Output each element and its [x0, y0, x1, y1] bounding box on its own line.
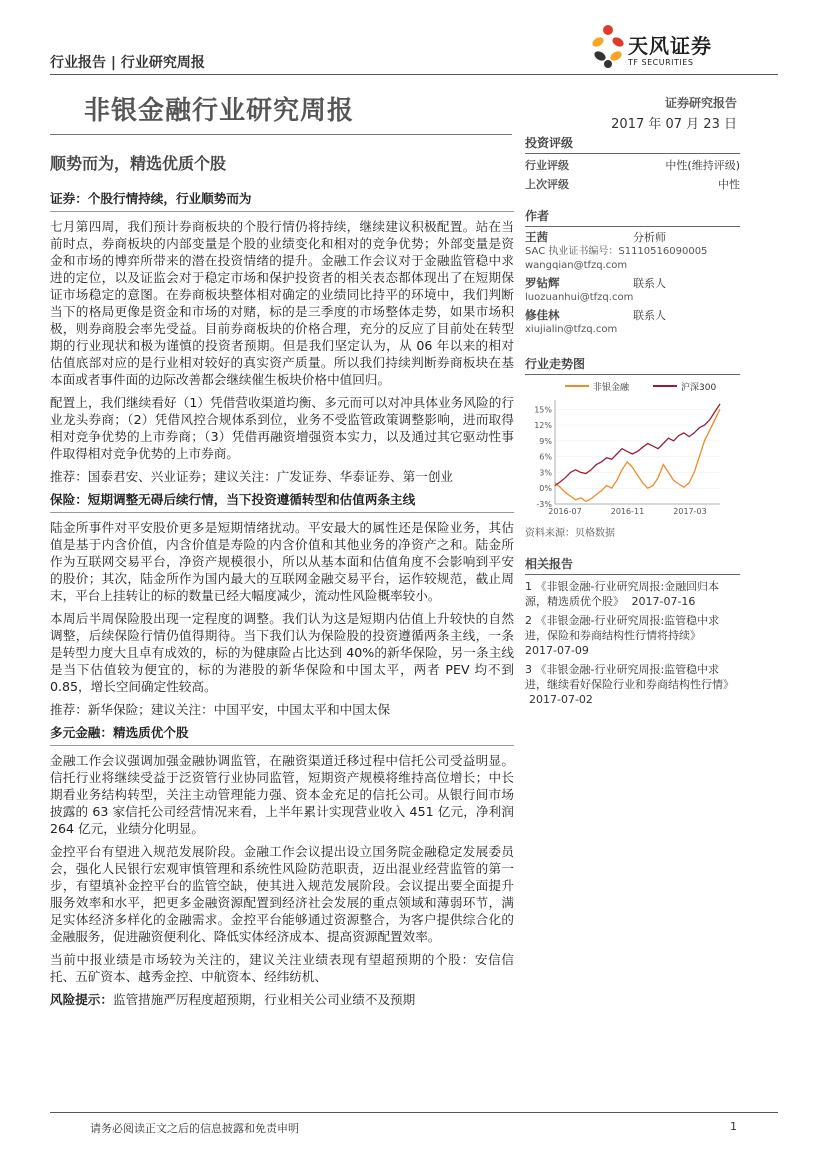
risk-label: 风险提示： — [50, 992, 113, 1007]
author-role: 分析师 — [633, 231, 666, 244]
breadcrumb: 行业报告 | 行业研究周报 — [50, 55, 205, 71]
section-heading-insurance: 保险：短期调整无碍后续行情，当下投资遵循转型和估值两条主线 — [50, 492, 416, 507]
footer-divider — [50, 1112, 778, 1113]
related-report-date: 2017-07-02 — [529, 693, 593, 706]
rating-key: 上次评级 — [525, 178, 569, 191]
paragraph: 配置上，我们继续看好（1）凭借营收渠道均衡、多元而可以对冲具体业务风险的行业龙头券商；（2）凭借风控合规体系到位，业务不受监管政策调整影响，进而取得相对竞争优势的上市券商；（3）凭借再融资增强资本实力，以及通过其它驱动性事件取得相对竞争优势的上市券商。 — [50, 395, 514, 461]
author-name: 修佳林 — [525, 308, 560, 322]
title-divider — [50, 134, 512, 135]
x-tick-label: 2016-11 — [610, 507, 645, 516]
section-divider — [50, 745, 514, 746]
related-report[interactable] — [525, 662, 740, 707]
related-report[interactable] — [525, 613, 740, 658]
paragraph: 本周后半周保险股出现一定程度的调整。我们认为这是短期内估值上升较快的自然调整，后续保险行情仍值得期待。当下我们认为保险股的投资遵循两条主线，一条是转型力度大且卓有成效的，标的为健康险占比达到 40%的新华保险，另一条主线是当下估值较为便宜的，标的为港股的新华保险和中国太平，两者 PEV 均不到 0.85，增长空间确定性较高。 — [50, 611, 514, 694]
logo-cn-text: 天风证券 — [628, 34, 712, 58]
page-title: 非银金融行业研究周报 — [84, 96, 355, 126]
related-heading: 相关报告 — [525, 555, 740, 575]
header-divider — [50, 74, 778, 75]
author-role: 联系人 — [633, 309, 666, 322]
authors-heading: 作者 — [525, 207, 740, 227]
author-email[interactable]: wangqian@tfzq.com — [525, 260, 628, 271]
related-report-title[interactable]: 1 《非银金融-行业研究周报:金融回归本源，精选质优个股》 — [525, 580, 720, 608]
author-cert: SAC 执业证书编号：S1110516090005 — [525, 246, 708, 257]
rating-heading: 投资评级 — [525, 134, 740, 154]
rating-value: 中性 — [718, 178, 740, 191]
recommendation: 推荐：新华保险；建议关注：中国平安，中国太平和中国太保 — [50, 702, 391, 717]
series-line-nonbank — [555, 409, 720, 501]
risk-text: 监管措施严厉程度超预期，行业相关公司业绩不及预期 — [112, 992, 416, 1007]
author-entry — [525, 276, 740, 305]
paragraph: 金融工作会议强调加强金融协调监管，在融资渠道迁移过程中信托公司受益明显。信托行业将继续受益于泛资管行业协同监管，短期资产规模将维持高位增长；中长期看业务结构转型，关注主动管理能力强、资本金充足的信托公司。从银行间市场披露的 63 家信托公司经营情况来看，上半年累计实现营业收入 451 亿元，净利润 264 亿元，业绩分化明显。 — [50, 753, 514, 836]
legend-label: 沪深300 — [681, 383, 717, 393]
rating-row — [525, 158, 740, 173]
section-heading-securities: 证券：个股行情持续，行业顺势而为 — [50, 191, 252, 206]
y-tick-label: -3% — [536, 500, 552, 509]
trend-panel — [525, 355, 740, 375]
section-heading-diversified: 多元金融：精选质优个股 — [50, 725, 189, 740]
related-report-title[interactable]: 3 《非银金融-行业研究周报:监管稳中求进，继续看好保险行业和券商结构性行情》 — [525, 663, 734, 691]
legend-label: 非银金融 — [593, 383, 630, 393]
author-email[interactable]: luozuanhui@tfzq.com — [525, 292, 634, 303]
trend-heading: 行业走势图 — [525, 355, 740, 375]
author-role: 联系人 — [633, 277, 666, 290]
related-panel — [525, 555, 740, 707]
rating-row — [525, 177, 740, 192]
author-entry — [525, 230, 740, 273]
section-divider — [50, 512, 514, 513]
y-tick-label: 0% — [539, 484, 552, 494]
page-subtitle: 顺势而为，精选优质个股 — [50, 154, 227, 173]
footer-disclaimer[interactable]: 请务必阅读正文之后的信息披露和免责申明 — [90, 1122, 299, 1135]
author-email[interactable]: xiujialin@tfzq.com — [525, 324, 618, 335]
chart-source: 资料来源：贝格数据 — [525, 528, 615, 539]
rating-key: 行业评级 — [525, 159, 569, 172]
logo-mark-icon — [590, 22, 626, 70]
paragraph: 七月第四周，我们预计券商板块的个股行情仍将持续，继续建议积极配置。站在当前时点，券商板块的内部变量是个股的业绩变化和相对的竞争优势；外部变量是资金和市场的博弈所带来的潜在投资情绪的提升。金融工作会议对于金融监管稳中求进的定位，以及证监会对于稳定市场和保护投资者的相关表态都体现出了在短期保证市场稳定的意图。在券商板块整体相对确定的业绩同比持平的环境中，我们判断当下的格局更像是资金和市场的对赌，标的是三季度的市场整体走势，如果市场积极，则券商股会率先受益。目前券商板块的价格合理，充分的反应了目前处在转型期的行业现状和极为谨慎的投资者预期。但是我们坚定认为，从 06 年以来的相对估值底部对应的是行业相对较好的真实资产质量。所以我们持续判断券商板块在基本面或者事件面的边际改善都会继续催生板块价格中值回归。 — [50, 219, 514, 387]
author-entry — [525, 308, 740, 337]
trend-chart-svg — [525, 376, 740, 516]
series-line-csi300 — [555, 404, 720, 486]
paragraph: 金控平台有望进入规范发展阶段。金融工作会议提出设立国务院金融稳定发展委员会，强化人民银行宏观审慎管理和系统性风险防范职责，迈出混业经营监管的第一步，有望填补金控平台的监管空缺，使其进入规范发展阶段。会议提出要全面提升服务效率和水平，把更多金融资源配置到经济社会发展的重点领域和薄弱环节，满足实体经济多样化的金融需求。金控平台能够通过资源整合，为客户提供综合化的金融服务，促进融资便利化、降低实体经济成本、提高资源配置效率。 — [50, 844, 514, 944]
page-number: 1 — [730, 1120, 737, 1133]
main-body — [50, 190, 514, 1014]
trend-chart — [525, 376, 740, 516]
paragraph: 陆金所事件对平安股价更多是短期情绪扰动。平安最大的属性还是保险业务，其估值是基于内含价值，内含价值是寿险的内含价值和其他业务的净资产之和。陆金所作为互联网交易平台，净资产规模很小，所以从基本面和估值角度不会影响到平安的股价；其次，陆金所作为国内最大的互联网金融交易平台，运作较规范，截止周末，平台上挂转让的标的数量已经大幅度减少，流动性风险概率较小。 — [50, 520, 514, 603]
author-name: 王茜 — [525, 230, 548, 244]
company-logo — [590, 20, 740, 72]
logo-en-text: TF SECURITIES — [628, 58, 694, 67]
recommendation: 推荐：国泰君安、兴业证券；建议关注：广发证券、华泰证券、第一创业 — [50, 469, 453, 484]
related-report[interactable] — [525, 579, 740, 609]
related-report-date: 2017-07-09 — [525, 644, 589, 657]
paragraph: 当前中报业绩是市场较为关注的，建议关注业绩表现有望超预期的个股：安信信托、五矿资本、越秀金控、中航资本、经纬纺机、 — [50, 952, 514, 984]
author-name: 罗钻辉 — [525, 276, 560, 290]
y-tick-label: 3% — [539, 468, 552, 478]
y-tick-label: 12% — [534, 421, 552, 431]
authors-panel — [525, 207, 740, 337]
related-report-date: 2017-07-16 — [631, 595, 696, 608]
section-divider — [50, 211, 514, 212]
y-tick-label: 6% — [539, 452, 552, 462]
y-tick-label: 15% — [534, 405, 552, 415]
report-date: 2017 年 07 月 23 日 — [611, 117, 737, 132]
rating-value: 中性(维持评级) — [665, 159, 740, 172]
y-tick-label: 9% — [539, 436, 552, 446]
rating-panel — [525, 134, 740, 192]
related-report-title[interactable]: 2 《非银金融-行业研究周报:监管稳中求进，保险和券商结构性行情将持续》 — [525, 614, 720, 642]
x-tick-label: 2017-03 — [673, 507, 707, 516]
x-tick-label: 2016-07 — [548, 507, 582, 516]
risk-warning — [50, 991, 514, 1008]
report-type: 证券研究报告 — [664, 96, 737, 110]
